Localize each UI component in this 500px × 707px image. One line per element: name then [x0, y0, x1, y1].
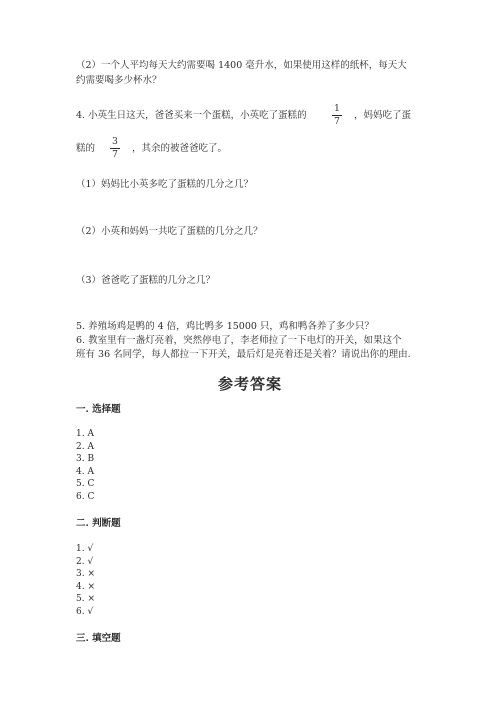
fraction-denominator: 7: [334, 117, 340, 127]
fraction-three-sevenths: [108, 137, 122, 160]
answer-item: 1. √: [76, 544, 94, 554]
answer-item: 4. ×: [76, 581, 95, 592]
sub-question: （1）妈妈比小英多吃了蛋糕的几分之几？: [76, 179, 254, 190]
question-4-text: ，妈妈吃了蛋: [354, 110, 412, 121]
answer-list: [76, 543, 95, 619]
fraction-numerator: 3: [112, 137, 118, 147]
question-6-line: 班有 36 名同学，每人都拉一下开关，最后灯是亮着还是关着？请说出你的理由.: [76, 349, 411, 360]
sub-question: （2）小英和妈妈一共吃了蛋糕的几分之几？: [76, 226, 263, 237]
question-6-line: 6. 教室里有一盏灯亮着，突然停电了，李老师拉了一下电灯的开关，如果这个: [76, 335, 402, 346]
fraction-bar: [110, 148, 120, 149]
sub-question: （3）爸爸吃了蛋糕的几分之几？: [76, 275, 216, 286]
answer-item: 5. C: [76, 479, 95, 490]
section-heading: 一. 选择题: [76, 404, 121, 415]
question-5: 5. 养殖场鸡是鸭的 4 倍，鸡比鸭多 15000 只，鸡和鸭各养了多少只？: [76, 321, 374, 332]
section-heading: 二. 判断题: [76, 518, 121, 529]
fraction-bar: [332, 115, 342, 116]
fraction-one-seventh: [330, 104, 344, 127]
answer-list: [76, 428, 94, 504]
answer-item: 2. A: [76, 441, 94, 452]
answer-item: 6. √: [76, 606, 94, 617]
answer-item: 3. ×: [76, 569, 95, 580]
question-4-text: 糕的: [76, 143, 96, 154]
question-line: 约需要喝多少杯水？: [76, 75, 162, 86]
fraction-denominator: 7: [112, 150, 118, 160]
answer-item: 4. A: [76, 466, 94, 477]
fraction-numerator: 1: [334, 104, 340, 114]
section-heading: 三. 填空题: [76, 633, 121, 644]
question-4-text: ，其余的被爸爸吃了。: [132, 143, 228, 154]
question-4-text: 4. 小英生日这天，爸爸买来一个蛋糕，小英吃了蛋糕的: [76, 110, 307, 121]
answer-item: 1. A: [76, 429, 94, 439]
answer-item: 6. C: [76, 491, 95, 502]
answer-item: 2. √: [76, 556, 94, 567]
answer-item: 3. B: [76, 454, 95, 465]
answers-title: 参考答案: [217, 375, 282, 393]
question-line: （2）一个人平均每天大约需要喝 1400 毫升水，如果使用这样的纸杯，每天大: [76, 60, 407, 71]
answer-item: 5. ×: [76, 594, 95, 605]
